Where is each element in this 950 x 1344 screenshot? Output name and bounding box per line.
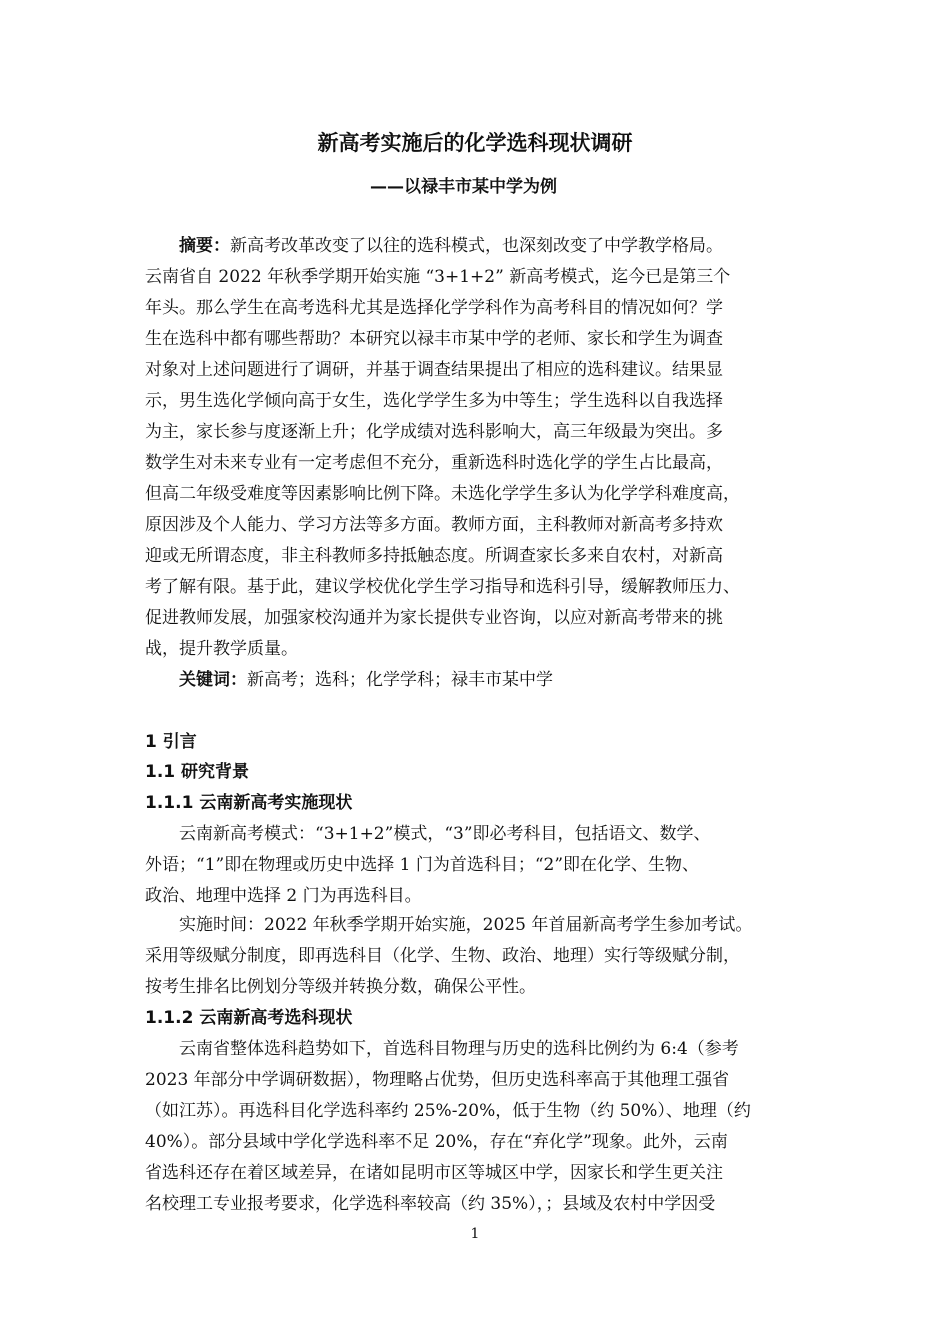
abstract-line: 原因涉及个人能力、学习方法等多方面。教师方面，主科教师对新高考多持欢	[145, 515, 723, 535]
abstract-line: 考了解有限。基于此，建议学校优化学生学习指导和选科引导，缓解教师压力、	[145, 577, 740, 597]
abstract-line: 生在选科中都有哪些帮助？本研究以禄丰市某中学的老师、家长和学生为调查	[145, 329, 723, 349]
paragraph-time	[145, 910, 815, 1003]
section-heading-1-1-2: 1.1.2 云南新高考选科现状	[145, 1008, 353, 1028]
document-subtitle: ——以禄丰市某中学为例	[370, 177, 557, 197]
paragraph-line: 外语；“1”即在物理或历史中选择 1 门为首选科目；“2”即在化学、生物、	[145, 855, 700, 875]
abstract-line: 战，提升教学质量。	[145, 639, 298, 659]
abstract-line: 对象对上述问题进行了调研，并基于调查结果提出了相应的选科建议。结果显	[145, 360, 723, 380]
paragraph-mode	[145, 819, 815, 912]
paragraph-line: 按考生排名比例划分等级并转换分数，确保公平性。	[145, 977, 536, 997]
section-heading-1-1: 1.1 研究背景	[145, 762, 250, 782]
document-title: 新高考实施后的化学选科现状调研	[317, 131, 633, 155]
abstract-line: 为主，家长参与度逐渐上升；化学成绩对选科影响大，高三年级最为突出。多	[145, 422, 723, 442]
paragraph-line: 名校理工专业报考要求，化学选科率较高（约 35%），；县域及农村中学因受	[145, 1194, 716, 1214]
abstract-label: 摘要：	[179, 236, 230, 256]
abstract-line: 数学生对未来专业有一定考虑但不充分，重新选科时选化学的学生占比最高，	[145, 453, 723, 473]
paragraph-line: 40%）。部分县域中学化学选科率不足 20%，存在“弃化学”现象。此外，云南	[145, 1132, 728, 1152]
abstract-line: 迎或无所谓态度，非主科教师多持抵触态度。所调查家长多来自农村，对新高	[145, 546, 723, 566]
abstract-text: 新高考改革改变了以往的选科模式，也深刻改变了中学教学格局。	[230, 236, 723, 256]
paragraph-trend	[145, 1034, 815, 1220]
abstract-line: 促进教师发展，加强家校沟通并为家长提供专业咨询，以应对新高考带来的挑	[145, 608, 723, 628]
paragraph-line: 政治、地理中选择 2 门为再选科目。	[145, 886, 422, 906]
abstract-line: 云南省自 2022 年秋季学期开始实施 “3+1+2” 新高考模式，迄今已是第三个	[145, 267, 731, 287]
abstract-line: 但高二年级受难度等因素影响比例下降。未选化学学生多认为化学学科难度高，	[145, 484, 740, 504]
paragraph-line: （如江苏）。再选科目化学选科率约 25%-20%，低于生物（约 50%）、地理（约	[145, 1101, 751, 1121]
section-heading-1-1-1: 1.1.1 云南新高考实施现状	[145, 793, 353, 813]
page-number: 1	[470, 1226, 480, 1242]
paragraph-line: 2023 年部分中学调研数据），物理略占优势，但历史选科率高于其他理工强省	[145, 1070, 730, 1090]
paragraph-line: 云南新高考模式：“3+1+2”模式，“3”即必考科目，包括语文、数学、	[179, 824, 711, 844]
abstract-line	[145, 231, 815, 262]
section-heading-1: 1 引言	[145, 732, 197, 752]
keywords-line	[145, 665, 815, 696]
paragraph-line: 云南省整体选科趋势如下，首选科目物理与历史的选科比例约为 6:4（参考	[179, 1039, 739, 1059]
paragraph-line: 实施时间：2022 年秋季学期开始实施，2025 年首届新高考学生参加考试。	[179, 915, 753, 935]
abstract-line: 年头。那么学生在高考选科尤其是选择化学学科作为高考科目的情况如何？学	[145, 298, 723, 318]
paragraph-line: 采用等级赋分制度，即再选科目（化学、生物、政治、地理）实行等级赋分制，	[145, 946, 740, 966]
abstract-line: 示，男生选化学倾向高于女生，选化学学生多为中等生；学生选科以自我选择	[145, 391, 723, 411]
keywords-text: 新高考；选科；化学学科；禄丰市某中学	[247, 670, 553, 690]
paragraph-line: 省选科还存在着区域差异，在诸如昆明市区等城区中学，因家长和学生更关注	[145, 1163, 723, 1183]
keywords-label: 关键词：	[179, 670, 247, 690]
abstract	[145, 231, 815, 696]
